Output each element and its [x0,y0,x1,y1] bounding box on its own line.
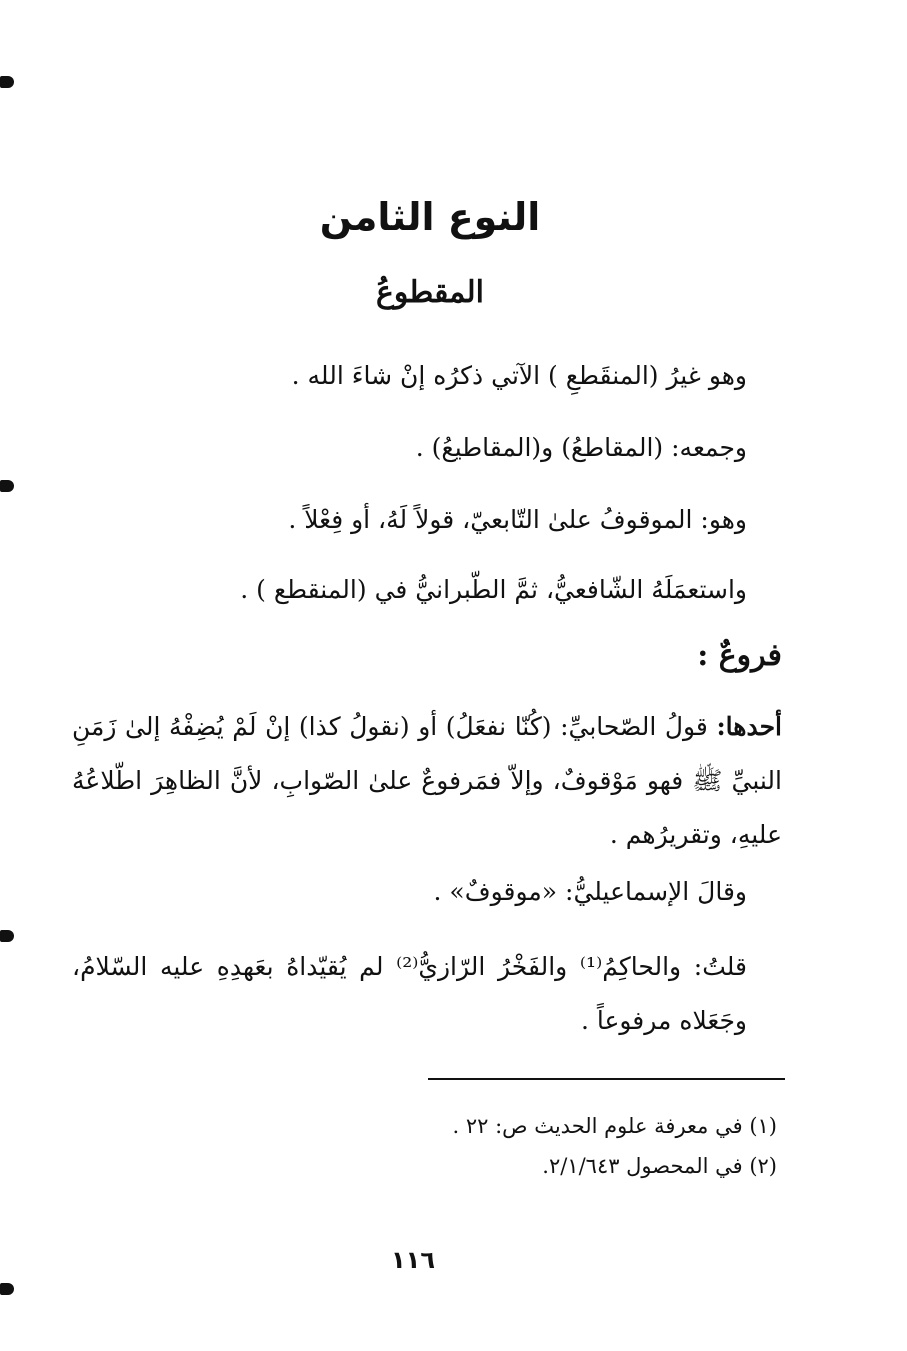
text-line: واستعمَلَهُ الشّافعيُّ، ثمَّ الطّبرانيُّ في (المنقطع ) . [240,575,747,604]
paragraph-text: قولُ الصّحابيِّ: (كُنّا نفعَلُ) أو (نقولُ كذا) إنْ لَمْ يُضِفْهُ إلىٰ زَمَنِ النبيِّ ﷺ فهو مَوْقوفٌ، وإلاّ فمَرفوعٌ علىٰ الصّوابِ، لأنَّ الظاهِرَ اطّلاعُهُ عليهِ، وتقريرُهم . [72,712,782,849]
footnote-1: (١) في معرفة علوم الحديث ص: ٢٢ . [452,1114,777,1138]
paragraph-note: قلتُ: والحاكِمُ⁽¹⁾ والفَخْرُ الرّازيُّ⁽²⁾ لم يُقيّداهُ بعَهدِهِ عليه السّلامُ، وجَعَلاه مرفوعاً . [72,952,747,1035]
page-number: ١١٦ [391,1246,435,1274]
text-line: وهو: الموقوفُ علىٰ التّابعيّ، قولاً لَهُ، أو فِعْلاً . [288,505,747,534]
paragraph-first-branch [72,700,782,862]
text-line: وجمعه: (المقاطعُ) و(المقاطيعُ) . [415,433,747,462]
scan-edge-mark [0,480,14,492]
paragraph-lead: أحدها: [716,712,782,741]
text-line: وهو غيرُ (المنقَطعِ ) الآتي ذكرُه إنْ شاءَ الله . [291,361,747,390]
section-title: المقطوعُ [375,275,484,310]
footnotes [357,1106,777,1186]
scan-edge-mark [0,76,14,88]
chapter-title: النوع الثامن [319,195,541,239]
footnote-2: (٢) في المحصول ٢/١/٦٤٣. [542,1154,777,1178]
subheading-branches: فروعٌ : [697,638,782,673]
footnote-divider [428,1078,785,1080]
scan-edge-mark [0,930,14,942]
scan-edge-mark [0,1283,14,1295]
quote-line: وقالَ الإسماعيليُّ: «موقوفٌ» . [433,877,747,906]
